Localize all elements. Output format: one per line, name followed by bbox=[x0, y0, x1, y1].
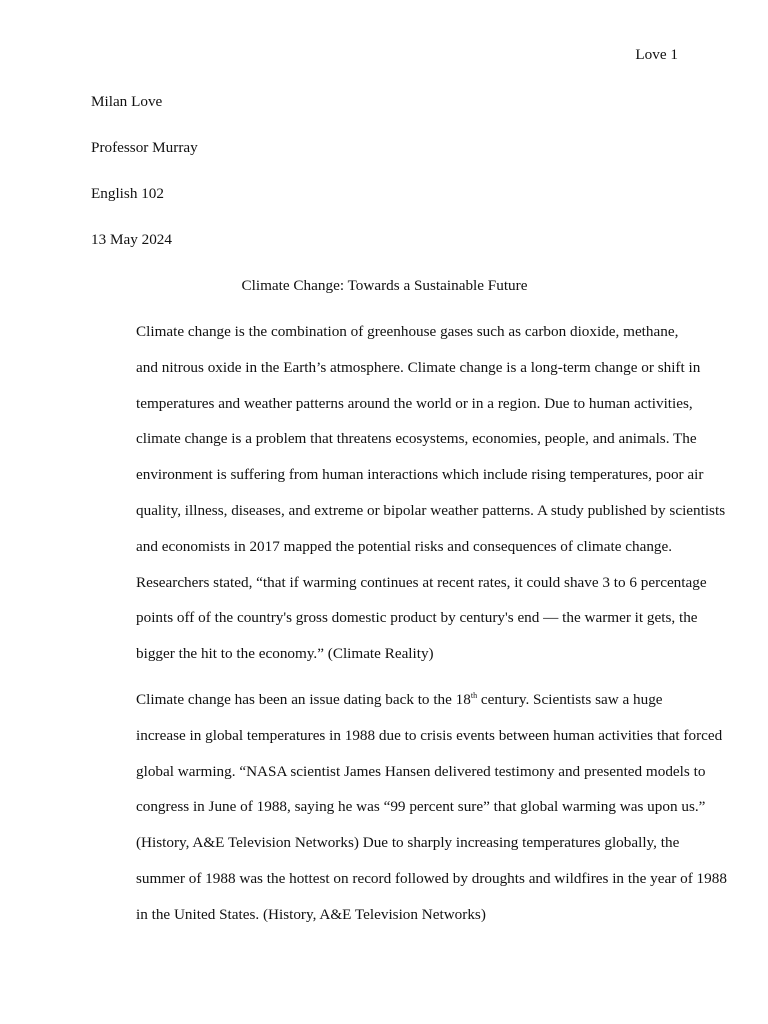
essay-date: 13 May 2024 bbox=[91, 231, 172, 248]
paragraph-line-text: Climate change has been an issue dating back to the 18 bbox=[136, 690, 471, 708]
author-name: Milan Love bbox=[91, 93, 163, 110]
paragraph-2 bbox=[91, 682, 727, 933]
paragraph-line: global warming. “NASA scientist James Hansen delivered testimony and presented models to bbox=[136, 762, 706, 780]
paragraph-line: climate change is a problem that threatens ecosystems, economies, people, and animals. The bbox=[136, 430, 697, 448]
paragraph-line: bigger the hit to the economy.” (Climate Reality) bbox=[136, 645, 434, 663]
paragraph-line: quality, illness, diseases, and extreme or bipolar weather patterns. A study published by scientists bbox=[136, 501, 726, 519]
paragraph-line: and nitrous oxide in the Earth’s atmosphere. Climate change is a long-term change or shift in bbox=[136, 358, 701, 376]
paragraph-line: Researchers stated, “that if warming continues at recent rates, it could shave 3 to 6 percentage bbox=[136, 573, 707, 591]
instructor-name: Professor Murray bbox=[91, 139, 198, 156]
paragraph-line-text: century. Scientists saw a huge bbox=[477, 690, 663, 708]
paragraph-1 bbox=[91, 314, 726, 672]
essay-title: Climate Change: Towards a Sustainable Future bbox=[241, 277, 528, 294]
paragraph-line: (History, A&E Television Networks) Due to sharply increasing temperatures globally, the bbox=[136, 834, 680, 852]
paragraph-line: congress in June of 1988, saying he was “99 percent sure” that global warming was upon us.” bbox=[136, 798, 706, 816]
paragraph-line bbox=[91, 682, 678, 718]
running-head: Love 1 bbox=[635, 46, 678, 63]
paragraph-line: and economists in 2017 mapped the potential risks and consequences of climate change. bbox=[136, 537, 673, 555]
course-name: English 102 bbox=[91, 185, 164, 202]
paragraph-line: increase in global temperatures in 1988 due to crisis events between human activities that forced bbox=[136, 726, 723, 744]
essay-body bbox=[91, 314, 727, 933]
paragraph-line: summer of 1988 was the hottest on record followed by droughts and wildfires in the year of 1988 bbox=[136, 869, 727, 887]
paragraph-line: in the United States. (History, A&E Television Networks) bbox=[136, 905, 486, 923]
paragraph-line: points off of the country's gross domestic product by century's end — the warmer it gets, the bbox=[136, 609, 698, 627]
ordinal-superscript: th bbox=[470, 690, 478, 700]
paragraph-line: temperatures and weather patterns around the world or in a region. Due to human activities, bbox=[136, 394, 693, 412]
paragraph-line: environment is suffering from human interactions which include rising temperatures, poor air bbox=[136, 466, 704, 484]
paragraph-line: Climate change is the combination of greenhouse gases such as carbon dioxide, methane, bbox=[136, 323, 679, 340]
